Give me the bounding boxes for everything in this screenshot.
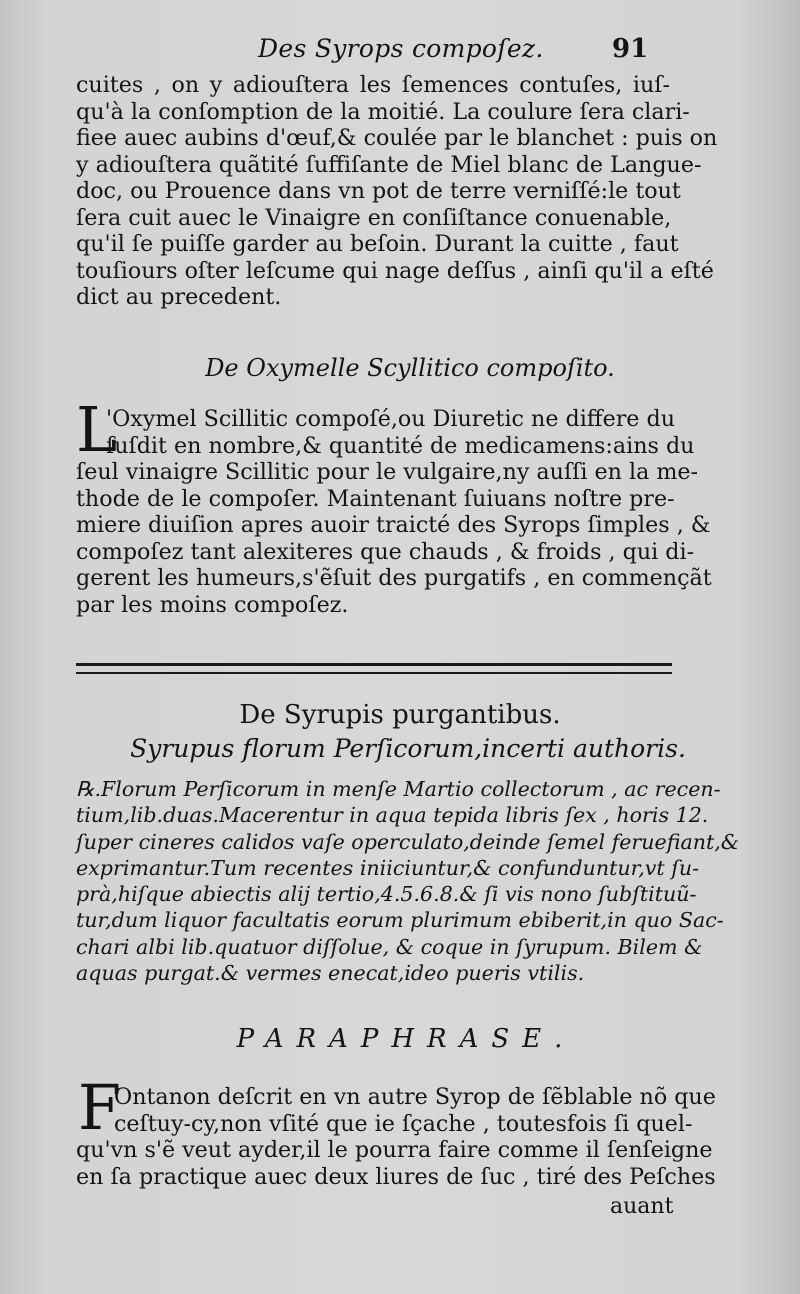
running-title: Des Syrops compoſez. bbox=[258, 34, 544, 63]
text-line: ſera cuit auec le Vinaigre en conſiſtance conuenable, bbox=[76, 204, 672, 231]
text-line: cuites , on y adiouſtera les ſemences contuſes, iuſ- bbox=[76, 72, 670, 98]
text-line: thode de le compoſer. Maintenant ſuiuans noſtre pre- bbox=[76, 485, 675, 512]
paragraph-2 bbox=[76, 393, 712, 618]
text-line: compoſez tant alexiteres que chauds , & froids , qui di- bbox=[76, 538, 695, 565]
text-line: ſuſdit en nombre,& quantité de medicamens:ains du bbox=[106, 432, 695, 459]
text-line: qu'vn s'ẽ veut ayder,il le pourra faire comme il ſenſeigne bbox=[76, 1137, 713, 1163]
recipe-line: aquas purgat.& vermes enecat,ideo pueris vtilis. bbox=[76, 961, 585, 986]
catchword: auant bbox=[610, 1194, 674, 1219]
subheading-syrupus: Syrupus florum Perſicorum,incerti authoris. bbox=[130, 734, 686, 763]
text-line: 'Oxymel Scillitic compoſé,ou Diuretic ne differe du bbox=[106, 406, 675, 432]
section-heading-purgantibus: De Syrupis purgantibus. bbox=[239, 700, 561, 730]
text-line: fiee auec aubins d'œuf,& coulée par le blanchet : puis on bbox=[76, 125, 718, 151]
recipe-line: prà,hiſque abiectis alij tertio,4.5.6.8.& ſi vis nono ſubſtituũ- bbox=[76, 882, 697, 907]
text-line: miere diuiſion apres auoir traicté des Syrops ſimples , & bbox=[76, 512, 711, 538]
recipe-line: ſuper cineres calidos vaſe operculato,deinde ſemel feruefiant,& bbox=[76, 829, 740, 854]
text-line: qu'il ſe puiſſe garder au beſoin. Durant la cuitte , faut bbox=[76, 231, 679, 257]
text-line: Ontanon deſcrit en vn autre Syrop de ſẽblable nõ que bbox=[114, 1084, 716, 1110]
recipe-line: tur,dum liquor facultatis eorum plurimum ebiberit,in quo Sac- bbox=[76, 908, 724, 933]
recipe-line: chari albi lib.quatuor diſſolue, & coque in ſyrupum. Bilem & bbox=[76, 934, 703, 959]
section-heading-oxymel: De Oxymelle Scyllitico compoſito. bbox=[205, 354, 615, 382]
text-line: y adiouſtera quãtité ſuffiſante de Miel blanc de Langue- bbox=[76, 151, 702, 178]
paragraph-3 bbox=[76, 1071, 716, 1190]
drop-capital: F bbox=[78, 1071, 122, 1144]
page-header bbox=[0, 34, 800, 74]
paraphrase-heading: PARAPHRASE. bbox=[236, 1024, 576, 1054]
page-number: 91 bbox=[612, 34, 649, 64]
text-line: qu'à la conſomption de la moitié. La coulure ſera clari- bbox=[76, 98, 690, 125]
text-line: doc, ou Prouence dans vn pot de terre verniſſé:le tout bbox=[76, 178, 681, 204]
text-line: touſiours oſter leſcume qui nage deſſus , ainſi qu'il a eſté bbox=[76, 257, 714, 284]
drop-capital: L bbox=[76, 393, 118, 466]
text-line: en ſa practique auec deux liures de ſuc , tiré des Peſches bbox=[76, 1163, 716, 1190]
paragraph-1 bbox=[76, 72, 718, 311]
text-line: ceſtuy-cy,non vſité que ie ſçache , toutesfois ſi quel- bbox=[114, 1110, 693, 1137]
recipe-line: exprimantur.Tum recentes iniiciuntur,& confunduntur,vt ſu- bbox=[76, 855, 700, 880]
text-line: gerent les humeurs,s'ẽſuit des purgatifs , en commençãt bbox=[76, 565, 712, 591]
text-line: ſeul vinaigre Scillitic pour le vulgaire,ny auſſi en la me- bbox=[76, 459, 699, 485]
latin-recipe bbox=[76, 776, 740, 986]
decorative-rule bbox=[76, 663, 672, 674]
recipe-line: tium,lib.duas.Macerentur in aqua tepida libris ſex , horis 12. bbox=[76, 803, 709, 828]
recipe-line: ℞.Florum Perſicorum in menſe Martio collectorum , ac recen- bbox=[76, 777, 721, 801]
text-line: dict au precedent. bbox=[76, 284, 282, 310]
text-line: par les moins compoſez. bbox=[76, 591, 349, 618]
